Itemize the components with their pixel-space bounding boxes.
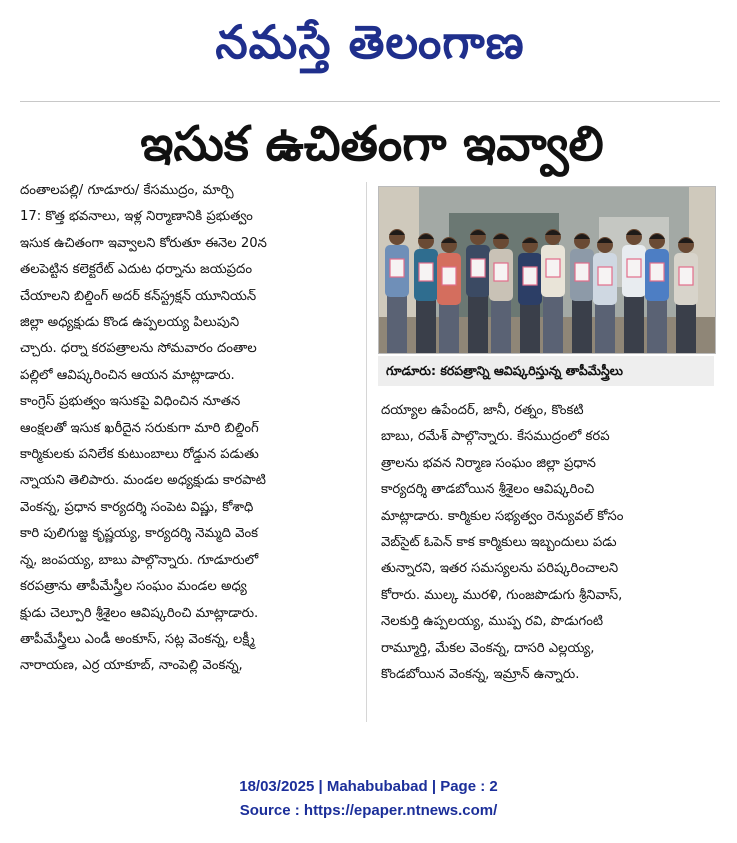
article-line: తున్నారని, ఇతర సమస్యలను పరిష్కరించాలని [381,561,619,577]
article-photo [378,186,716,354]
article-line: ఆంక్షలతో ఇసుక ఖరీదైన సరుకుగా మారి బిల్డింగ్ [20,420,259,436]
article-line: నెలకుర్తి ఉప్పలయ్య, ముప్ప రవి, పొడుగంటి [381,614,604,630]
masthead-divider [20,101,720,102]
article-line: వెబ్‌సైట్ ఓపెన్ కాక కార్మికులు ఇబ్బందులు పడు [381,535,617,551]
article-line: వెంకన్న, ప్రధాన కార్యదర్శి సంపెట విష్ణు, కోశాధి [20,499,254,515]
article-line: దంతాలపల్లి/ గూడూరు/ కేసముద్రం, మార్చి [20,183,234,198]
article-line: రామ్మూర్తి, మేకల వెంకన్న, దాసరి ఎల్లయ్య, [381,640,595,656]
person-figure [674,237,698,353]
article-line: న్నాయని తెలిపారు. మండల అధ్యక్షుడు కారపాటి [20,473,266,489]
footer-date-line: 18/03/2025 | Mahabubabad | Page : 2 [239,778,498,795]
group-photo-illustration [379,187,715,353]
article-line: చ్చారు. ధర్నా కరపత్రాలను సోమవారం దంతాల [20,341,257,357]
article-line: కరపత్రాను తాపీమేస్త్రీల సంఘం మండల అధ్య [20,579,247,595]
article-line: నారాయణ, ఎర్ర యాకూబ్, నాంపెల్లి వెంకన్న, [20,658,243,674]
article-line: జిల్లా అధ్యక్షుడు కొండ ఉప్పలయ్య పిలుపుని [20,315,240,331]
article-line: కొండబోయిన వెంకన్న, ఇమ్రాన్ ఉన్నారు. [381,667,580,683]
person-figure [518,237,542,353]
article-line: కాంగ్రెస్ ప్రభుత్వం ఇసుకపై విధించిన నూతన [20,394,241,410]
article-line: కార్యదర్శి తాడబోయిన శ్రీశైలం ఆవిష్కరించి [381,482,595,498]
person-figure [541,229,565,353]
person-figure [385,229,409,353]
person-figure [414,233,438,353]
article-line: కార్మికులకు పనిలేక కుటుంబాలు రోడ్డున పడుతు [20,447,259,463]
footer-source-line: Source : https://epaper.ntnews.com/ [239,802,498,819]
article-line: దయ్యాల ఉపేందర్, జానీ, రత్నం, కొంకటి [381,403,584,418]
article-column-left [20,178,356,680]
person-figure [645,233,669,353]
person-figure [437,237,461,353]
article-line: బాబు, రమేశ్ పాల్గొన్నారు. కేసముద్రంలో కరప [381,429,610,445]
article-line: ఇసుక ఉచితంగా ఇవ్వాలని కోరుతూ ఈనెల 20న [20,235,267,251]
photo-caption: గూడూరు: కరపత్రాన్ని ఆవిష్కరిస్తున్న తాపీమేస్త్రీలు [378,356,714,386]
article-column-right [381,398,715,688]
column-divider [366,182,367,722]
article-headline: ఇసుక ఉచితంగా ఇవ్వాలి [140,116,604,172]
article-line: పల్లిలో ఆవిష్కరించిన ఆయన మాట్లాడారు. [20,367,235,383]
person-figure [570,233,594,353]
article-line: తలపెట్టిన కలెక్టరేట్ ఎదుట ధర్నాను జయప్రదం [20,262,253,278]
article-line: కోరారు. ముల్క మురళి, గుంజపొడుగు శ్రీనివాస్, [381,587,623,603]
article-line: చేయాలని బిల్డింగ్ అదర్ కన్‌స్ట్రక్షన్ యూనియన్ [20,288,257,304]
person-figure [622,229,646,353]
person-figure [489,233,513,353]
article-line: 17: కొత్త భవనాలు, ఇళ్ల నిర్మాణానికి ప్రభుత్వం [20,209,253,225]
article-line: తాపీమేస్త్రీలు ఎండీ అంకూస్, సట్ల వెంకన్న, లక్ష్మీ [20,631,255,647]
article-line: త్రాలను భవన నిర్మాణ సంఘం జిల్లా ప్రధాన [381,455,596,471]
article-line: క్షుడు చెల్పూరి శ్రీశైలం ఆవిష్కరించి మాట్లాడారు. [20,605,259,621]
person-figure [466,229,490,353]
article-line: మాట్లాడారు. కార్మికుల సభ్యత్వం రెన్యువల్ కోసం [381,508,624,524]
person-figure [593,237,617,353]
article-line: కారి పులిగుజ్జ కృష్ణయ్య, కార్యదర్శి నెమ్మది వెంక [20,526,259,542]
article-line: న్న, జంపయ్య, బాబు పాల్గొన్నారు. గూడూరులో [20,552,259,568]
masthead-logo: నమస్తే తెలంగాణ [215,15,525,69]
